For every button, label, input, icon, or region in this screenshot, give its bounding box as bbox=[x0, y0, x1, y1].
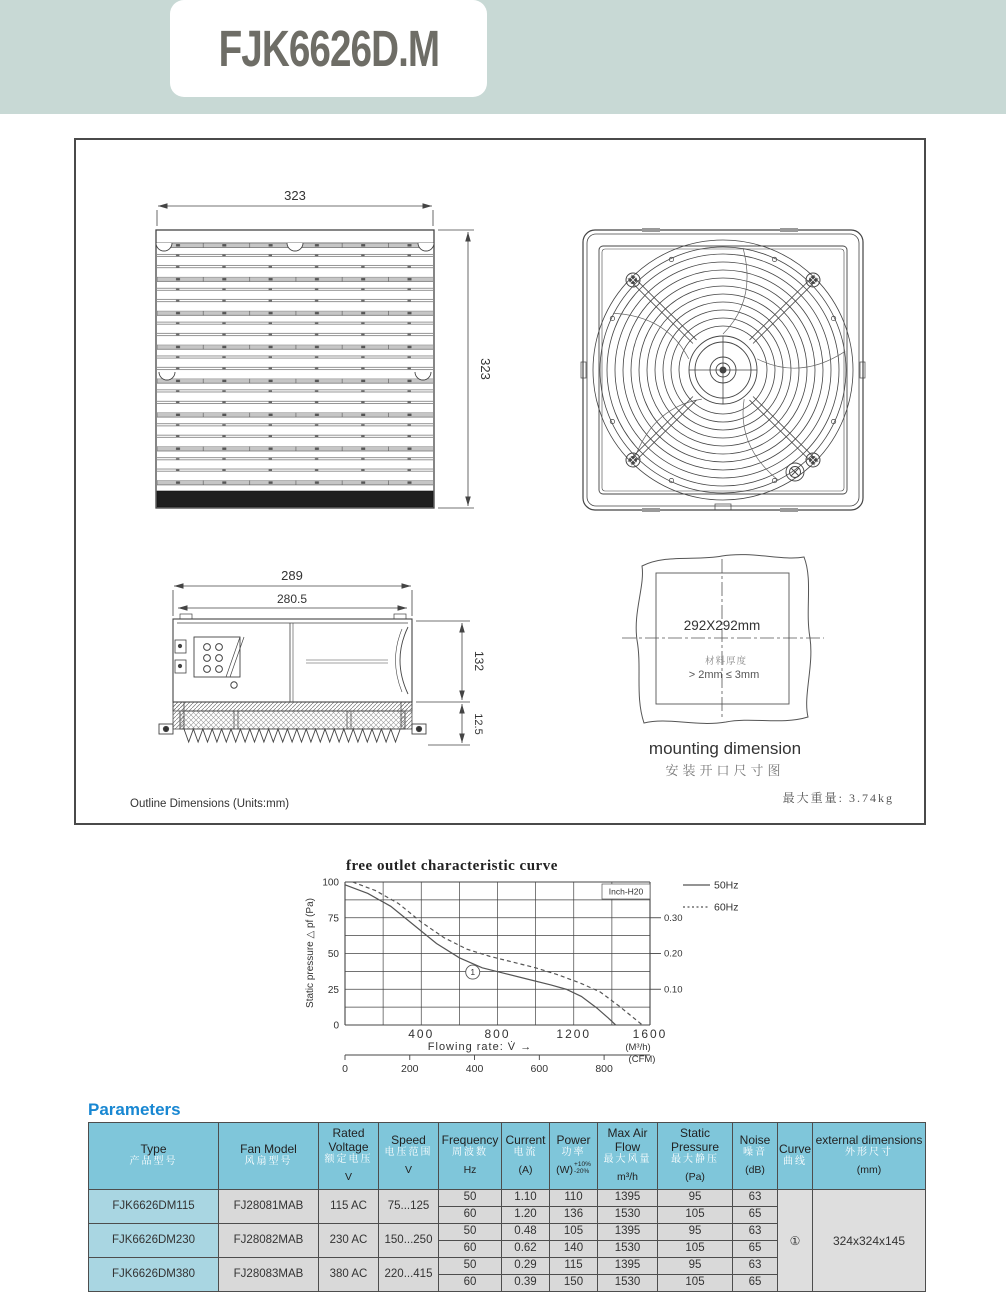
power-value: 105 bbox=[550, 1224, 598, 1241]
noise-value: 63 bbox=[733, 1190, 778, 1207]
airflow-value: 1530 bbox=[598, 1275, 658, 1292]
legend-label-50hz: 50Hz bbox=[714, 879, 739, 892]
current-value: 0.39 bbox=[502, 1275, 550, 1292]
pressure-value: 105 bbox=[658, 1241, 733, 1258]
legend-label-60hz: 60Hz bbox=[714, 901, 739, 914]
svg-text:100: 100 bbox=[322, 877, 339, 889]
current-value: 0.29 bbox=[502, 1258, 550, 1275]
col-power: Power 功率 (W) +10% -20% bbox=[550, 1123, 598, 1190]
side-view bbox=[159, 614, 426, 742]
pressure-value: 95 bbox=[658, 1258, 733, 1275]
col-frequency: Frequency 周波数 Hz bbox=[439, 1123, 502, 1190]
pressure-value: 105 bbox=[658, 1207, 733, 1224]
col-rated-voltage: Rated Voltage 额定电压 V bbox=[319, 1123, 379, 1190]
range-value: 150...250 bbox=[379, 1224, 439, 1258]
svg-text:0.30: 0.30 bbox=[664, 912, 683, 924]
chart-ylabel: Static pressure △ pf (Pa) bbox=[305, 898, 316, 1008]
mounting-title-en: mounting dimension bbox=[648, 739, 802, 758]
noise-value: 65 bbox=[733, 1207, 778, 1224]
voltage-value: 380 AC bbox=[319, 1258, 379, 1292]
svg-text:0.10: 0.10 bbox=[664, 984, 683, 996]
range-value: 75...125 bbox=[379, 1190, 439, 1224]
svg-text:0: 0 bbox=[333, 1020, 339, 1032]
table-row bbox=[89, 1190, 926, 1207]
table-header-row bbox=[89, 1123, 926, 1190]
dim-front-height: 323 bbox=[478, 358, 493, 380]
svg-text:400: 400 bbox=[465, 1063, 484, 1075]
power-value: 136 bbox=[550, 1207, 598, 1224]
noise-value: 65 bbox=[733, 1275, 778, 1292]
product-title-box bbox=[170, 0, 487, 97]
pressure-value: 105 bbox=[658, 1275, 733, 1292]
current-value: 1.20 bbox=[502, 1207, 550, 1224]
col-max-air-flow: Max Air Flow 最大风量 m³/h bbox=[598, 1123, 658, 1190]
svg-text:800: 800 bbox=[484, 1027, 511, 1041]
freq-value: 60 bbox=[439, 1275, 502, 1292]
noise-value: 63 bbox=[733, 1258, 778, 1275]
chart-right-axis-title: Inch-H20 bbox=[608, 886, 644, 897]
freq-value: 60 bbox=[439, 1207, 502, 1224]
freq-value: 50 bbox=[439, 1224, 502, 1241]
fan-model-value: FJ28083MAB bbox=[219, 1258, 319, 1292]
col-noise: Noise 噪音 (dB) bbox=[733, 1123, 778, 1190]
mounting-material-thickness: > 2mm ≤ 3mm bbox=[688, 669, 760, 681]
header-band bbox=[0, 0, 1006, 114]
dim-side-width: 289 bbox=[281, 568, 303, 583]
outline-caption: Outline Dimensions (Units:mm) bbox=[130, 798, 290, 810]
freq-value: 50 bbox=[439, 1258, 502, 1275]
type-value: FJK6626DM230 bbox=[89, 1224, 219, 1258]
airflow-value: 1530 bbox=[598, 1241, 658, 1258]
parameters-heading: Parameters bbox=[88, 1100, 181, 1119]
power-value: 110 bbox=[550, 1190, 598, 1207]
type-value: FJK6626DM115 bbox=[89, 1190, 219, 1224]
pressure-value: 95 bbox=[658, 1224, 733, 1241]
mounting-cutout-size: 292X292mm bbox=[683, 618, 761, 633]
svg-text:1600: 1600 bbox=[632, 1027, 668, 1041]
svg-text:1: 1 bbox=[470, 967, 476, 978]
mounting-title-cn: 安装开口尺寸图 bbox=[665, 763, 785, 778]
technical-drawings bbox=[76, 140, 924, 823]
svg-text:600: 600 bbox=[530, 1063, 549, 1075]
col-curve: Curve 曲线 bbox=[778, 1123, 813, 1190]
col-external-dimensions: external dimensions 外形尺寸 (mm) bbox=[813, 1123, 926, 1190]
svg-text:1200: 1200 bbox=[556, 1027, 592, 1041]
noise-value: 63 bbox=[733, 1224, 778, 1241]
power-value: 150 bbox=[550, 1275, 598, 1292]
curve-ref: ① bbox=[778, 1190, 813, 1292]
mounting-sketch bbox=[622, 555, 824, 724]
svg-text:800: 800 bbox=[595, 1063, 613, 1075]
dim-front-width: 323 bbox=[284, 188, 306, 203]
col-fan-model: Fan Model 风扇型号 bbox=[219, 1123, 319, 1190]
external-dimensions-value: 324x324x145 bbox=[813, 1190, 926, 1292]
svg-text:75: 75 bbox=[327, 913, 339, 925]
characteristic-curve-chart bbox=[300, 855, 780, 1090]
max-weight-note: 最大重量: 3.74kg bbox=[782, 791, 894, 805]
parameters-table bbox=[88, 1122, 926, 1292]
airflow-value: 1395 bbox=[598, 1224, 658, 1241]
current-value: 0.48 bbox=[502, 1224, 550, 1241]
fan-model-value: FJ28082MAB bbox=[219, 1224, 319, 1258]
freq-value: 50 bbox=[439, 1190, 502, 1207]
airflow-value: 1395 bbox=[598, 1258, 658, 1275]
outline-drawing-panel bbox=[74, 138, 926, 825]
chart-xlabel: Flowing rate: V̇ → bbox=[427, 1041, 533, 1053]
pressure-value: 95 bbox=[658, 1190, 733, 1207]
front-view-grille bbox=[156, 230, 434, 508]
svg-text:0: 0 bbox=[342, 1063, 348, 1075]
voltage-value: 115 AC bbox=[319, 1190, 379, 1224]
dim-side-base: 12.5 bbox=[472, 713, 484, 735]
power-value: 140 bbox=[550, 1241, 598, 1258]
col-current: Current 电流 (A) bbox=[502, 1123, 550, 1190]
mounting-material-label: 材料厚度 bbox=[704, 656, 748, 667]
airflow-value: 1530 bbox=[598, 1207, 658, 1224]
type-value: FJK6626DM380 bbox=[89, 1258, 219, 1292]
col-static-pressure: Static Pressure 最大静压 (Pa) bbox=[658, 1123, 733, 1190]
svg-text:200: 200 bbox=[401, 1063, 419, 1075]
dim-side-inner-width: 280.5 bbox=[276, 592, 308, 606]
col-type: Type 产品型号 bbox=[89, 1123, 219, 1190]
fan-model-value: FJ28081MAB bbox=[219, 1190, 319, 1224]
svg-text:400: 400 bbox=[408, 1027, 435, 1041]
chart-title: free outlet characteristic curve bbox=[346, 858, 558, 874]
range-value: 220...415 bbox=[379, 1258, 439, 1292]
power-value: 115 bbox=[550, 1258, 598, 1275]
voltage-value: 230 AC bbox=[319, 1224, 379, 1258]
product-title: FJK6626D.M bbox=[218, 19, 439, 77]
dim-side-height: 132 bbox=[472, 650, 486, 672]
col-speed: Speed 电压范围 V bbox=[379, 1123, 439, 1190]
noise-value: 65 bbox=[733, 1241, 778, 1258]
freq-value: 60 bbox=[439, 1241, 502, 1258]
chart-legend bbox=[683, 880, 739, 914]
rear-fan-view bbox=[581, 228, 865, 512]
svg-text:25: 25 bbox=[327, 984, 339, 996]
current-value: 1.10 bbox=[502, 1190, 550, 1207]
airflow-value: 1395 bbox=[598, 1190, 658, 1207]
svg-text:0.20: 0.20 bbox=[664, 948, 683, 960]
svg-text:50: 50 bbox=[327, 949, 339, 960]
chart-x-unit: (M³/h) bbox=[625, 1042, 651, 1053]
chart-cfm-unit: (CFM) bbox=[628, 1054, 656, 1065]
current-value: 0.62 bbox=[502, 1241, 550, 1258]
